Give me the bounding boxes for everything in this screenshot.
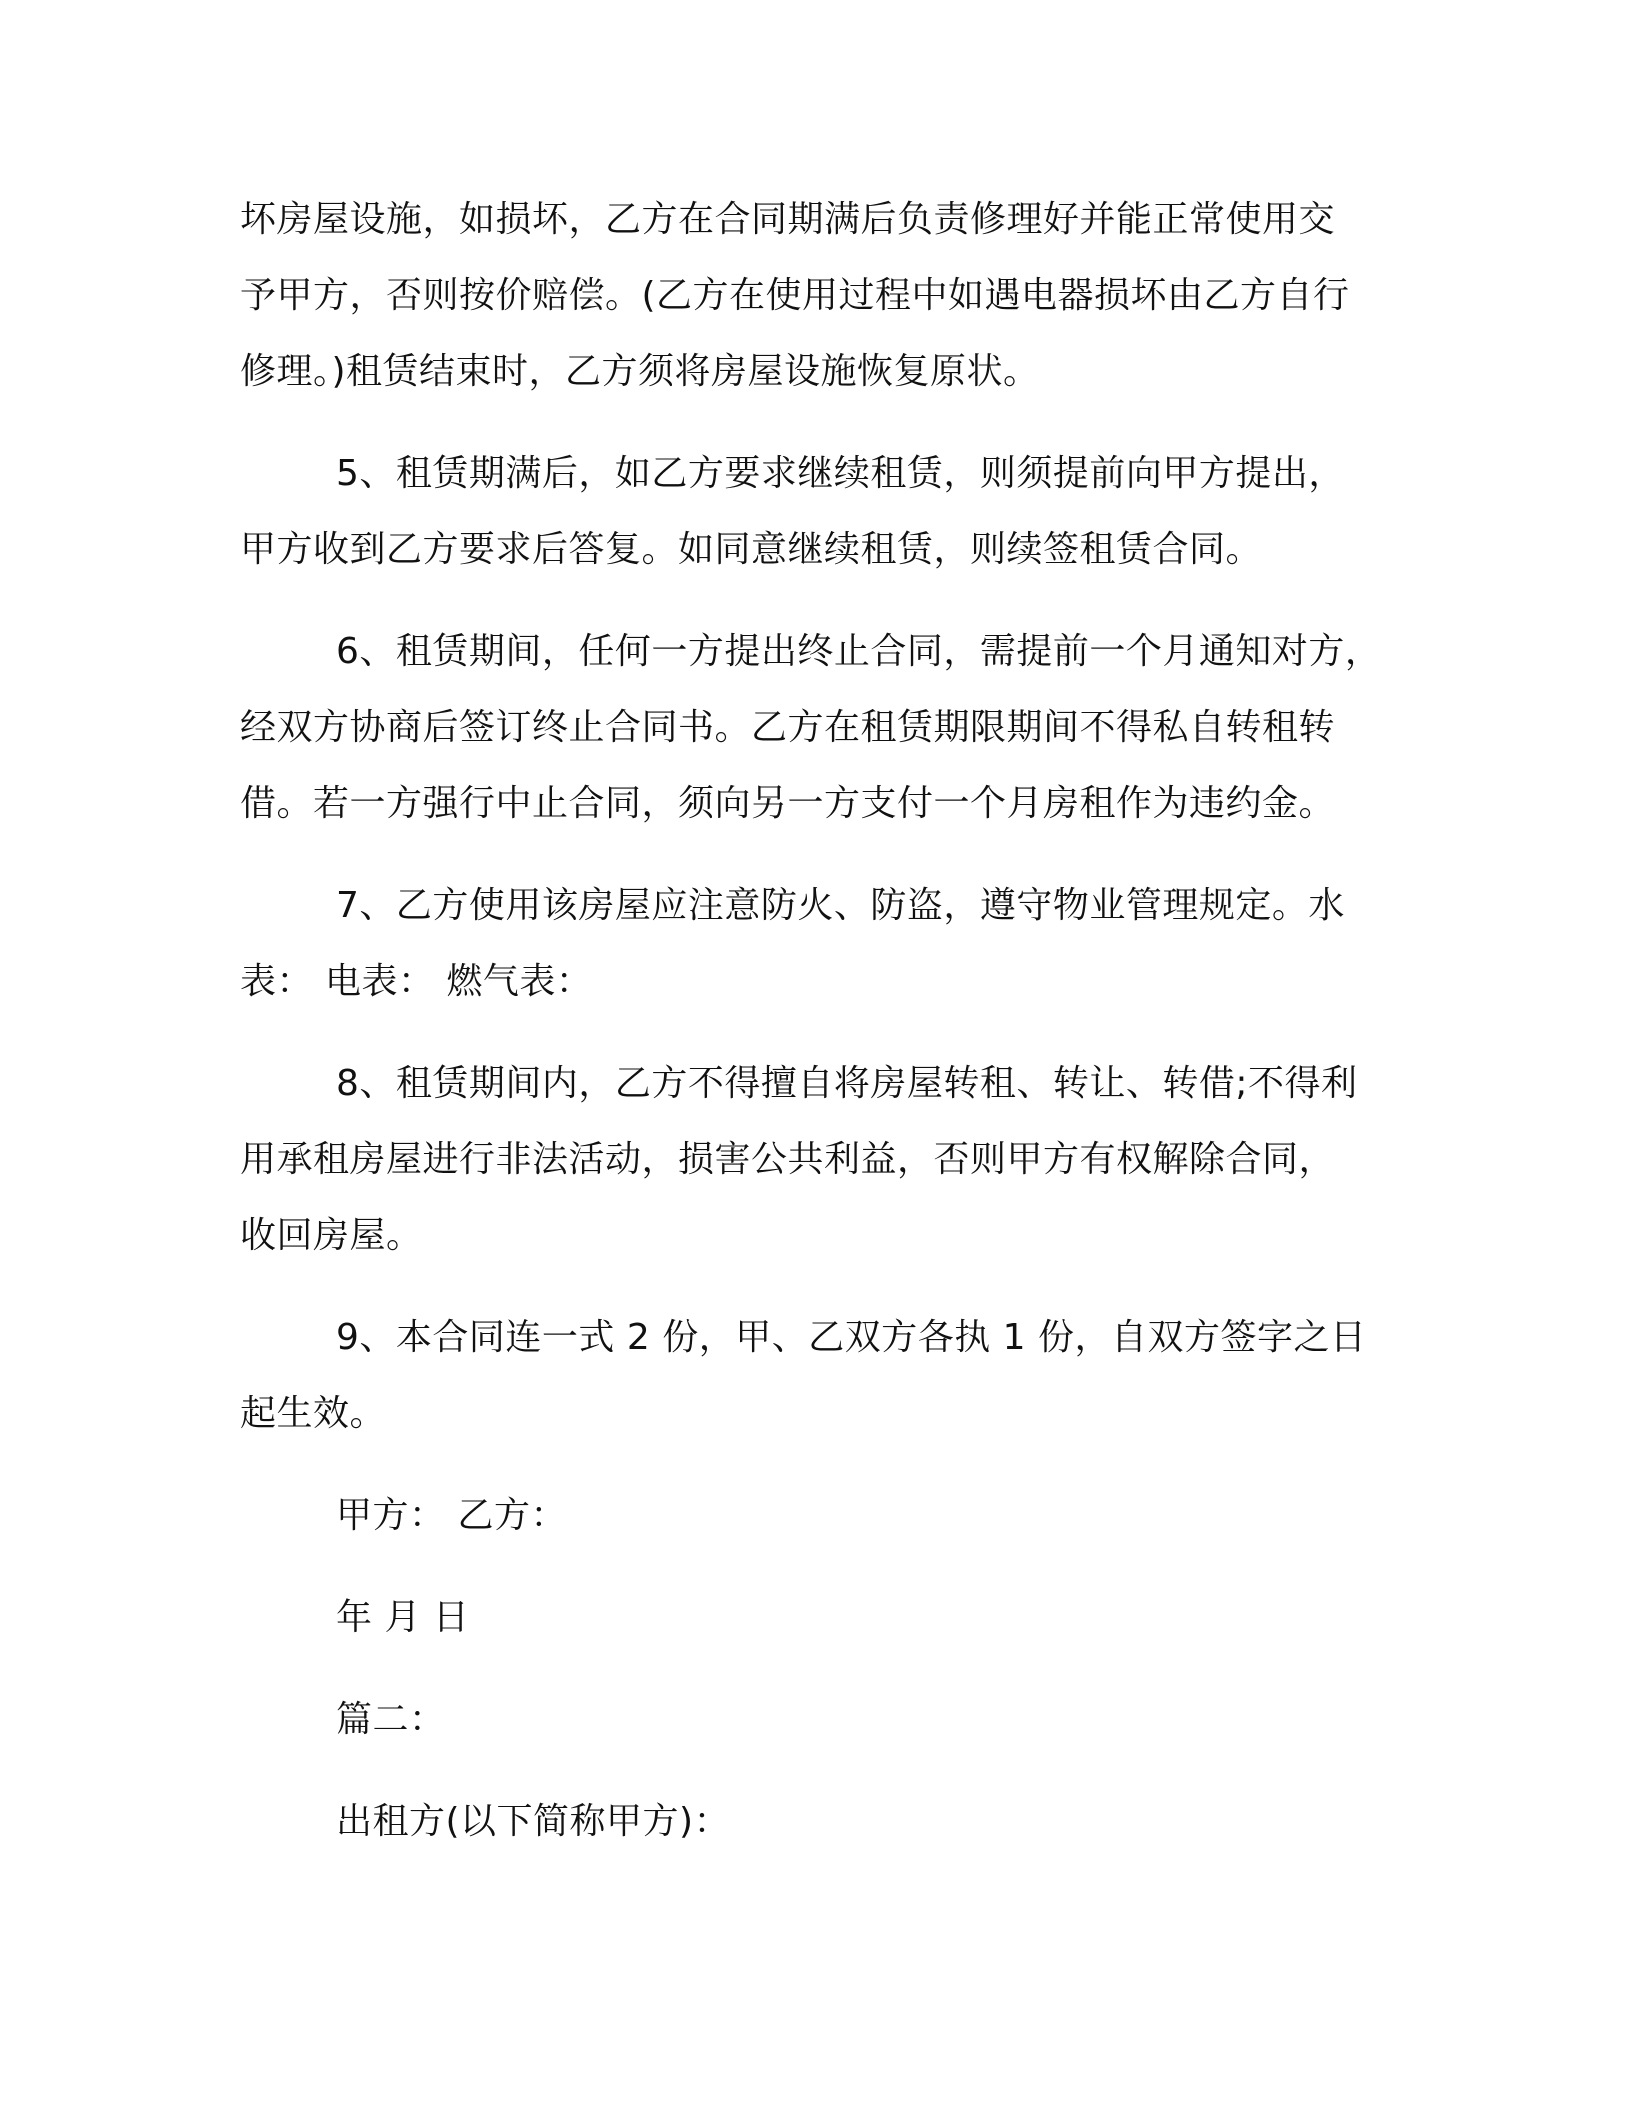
text-line: 起生效。 [240, 1393, 387, 1434]
text-line: 借。若一方强行中止合同，须向另一方支付一个月房租作为违约金。 [240, 783, 1336, 824]
text-line: 8、租赁期间内，乙方不得擅自将房屋转租、转让、转借;不得利 [336, 1063, 1358, 1104]
text-line: 9、本合同连一式 2 份，甲、乙双方各执 1 份，自双方签字之日 [336, 1317, 1367, 1358]
text-line: 7、乙方使用该房屋应注意防火、防盗，遵守物业管理规定。水 [336, 885, 1345, 926]
text-line: 6、租赁期间，任何一方提出终止合同，需提前一个月通知对方， [336, 631, 1382, 672]
signature-date: 年 月 日 [336, 1597, 470, 1638]
lessor-label: 出租方(以下简称甲方)： [336, 1801, 731, 1842]
text-line: 甲方收到乙方要求后答复。如同意继续租赁，则续签租赁合同。 [240, 529, 1263, 570]
text-line: 坏房屋设施，如损坏，乙方在合同期满后负责修理好并能正常使用交 [240, 199, 1336, 240]
text-line: 经双方协商后签订终止合同书。乙方在租赁期限期间不得私自转租转 [240, 707, 1336, 748]
text-line: 表： 电表： 燃气表： [240, 961, 593, 1002]
section-heading: 篇二： [336, 1699, 446, 1740]
text-line: 修理。)租赁结束时，乙方须将房屋设施恢复原状。 [240, 351, 1040, 392]
text-line: 收回房屋。 [240, 1215, 423, 1256]
text-line: 予甲方，否则按价赔偿。(乙方在使用过程中如遇电器损坏由乙方自行 [240, 275, 1350, 316]
signature-parties: 甲方： 乙方： [336, 1495, 567, 1536]
text-line: 5、租赁期满后，如乙方要求继续租赁，则须提前向甲方提出， [336, 453, 1345, 494]
text-line: 用承租房屋进行非法活动，损害公共利益，否则甲方有权解除合同， [240, 1139, 1336, 1180]
